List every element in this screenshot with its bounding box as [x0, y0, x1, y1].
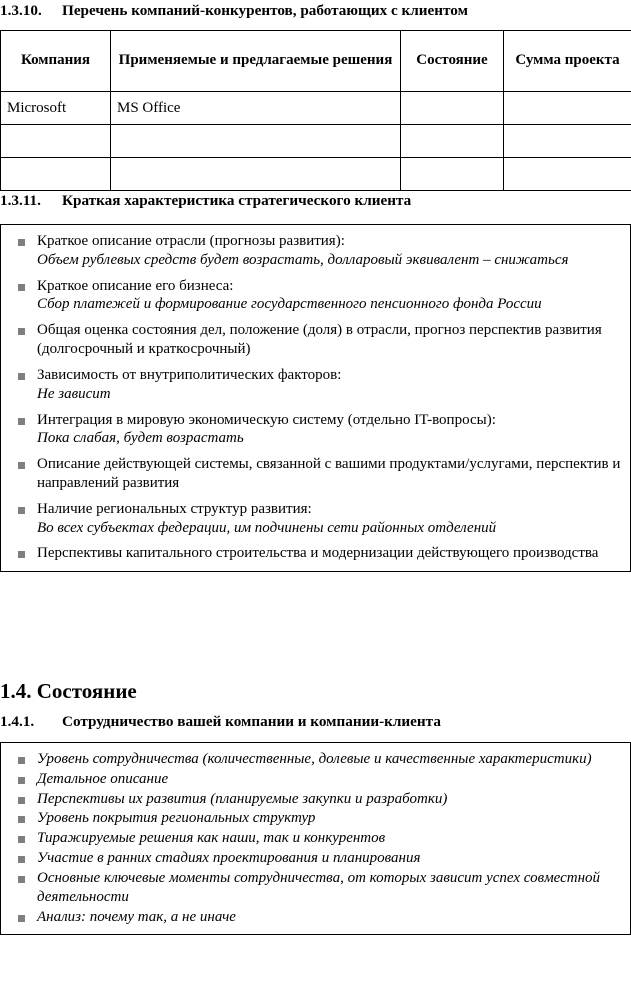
column-header-company: Компания	[1, 31, 111, 92]
list-item-label: Описание действующей системы, связанной с вашими продуктами/услугами, перспектив и направлений развития	[37, 456, 621, 491]
cell-amount[interactable]	[504, 92, 631, 125]
list-item-label: Краткое описание его бизнеса:	[37, 277, 234, 294]
table-header	[1, 31, 631, 92]
competitors-table	[0, 30, 631, 191]
column-header-solutions: Применяемые и предлагаемые решения	[111, 31, 401, 92]
section-heading-1-4: 1.4. Состояние	[0, 679, 137, 703]
cell-company[interactable]	[1, 125, 111, 158]
cooperation-box	[0, 742, 631, 935]
list-item	[9, 277, 622, 315]
list-item: Уровень покрытия региональных структур	[9, 809, 622, 828]
list-item: Анализ: почему так, а не иначе	[9, 908, 622, 927]
list-item	[9, 232, 622, 270]
cooperation-list	[9, 750, 622, 926]
list-item-label: Наличие региональных структур развития:	[37, 500, 312, 517]
section-number: 1.3.11.	[0, 192, 41, 209]
table-body	[1, 92, 631, 191]
cell-status[interactable]	[401, 125, 504, 158]
cell-company[interactable]	[1, 158, 111, 191]
section-heading-1-4-1	[0, 713, 441, 730]
list-item: Уровень сотрудничества (количественные, долевые и качественные характеристики)	[9, 750, 622, 769]
cell-solutions[interactable]	[111, 125, 401, 158]
table-row	[1, 158, 631, 191]
section-title: Краткая характеристика стратегического клиента	[62, 192, 412, 209]
list-item-label: Краткое описание отрасли (прогнозы развития):	[37, 233, 345, 249]
list-item-value: Во всех субъектах федерации, им подчинены сети районных отделений	[37, 519, 497, 536]
list-item: Перспективы их развития (планируемые закупки и разработки)	[9, 790, 622, 809]
client-profile-list	[9, 232, 622, 563]
column-header-status: Состояние	[401, 31, 504, 92]
list-item-value: Сбор платежей и формирование государственного пенсионного фонда России	[37, 296, 542, 313]
column-header-amount: Сумма проекта	[504, 31, 631, 92]
section-heading-1-3-11	[0, 192, 411, 209]
list-item-value: Пока слабая, будет возрастать	[37, 430, 244, 447]
section-title: Сотрудничество вашей компании и компании-клиента	[62, 713, 441, 730]
cell-status[interactable]	[401, 92, 504, 125]
list-item	[9, 411, 622, 449]
competitors-table-wrapper	[0, 30, 631, 191]
list-item: Участие в ранних стадиях проектирования и планирования	[9, 849, 622, 868]
list-item-label: Интеграция в мировую экономическую систему (отдельно IT-вопросы):	[37, 411, 496, 428]
table-header-row	[1, 31, 631, 92]
table-row	[1, 92, 631, 125]
cell-status[interactable]	[401, 158, 504, 191]
section-heading-1-3-10	[0, 2, 468, 19]
cell-solutions[interactable]: MS Office	[111, 92, 401, 125]
list-item	[9, 544, 622, 563]
list-item-label: Зависимость от внутриполитических факторов:	[37, 366, 342, 383]
section-number: 1.3.10.	[0, 2, 42, 19]
cell-amount[interactable]	[504, 158, 631, 191]
list-item: Детальное описание	[9, 770, 622, 789]
list-item-value: Не зависит	[37, 385, 111, 402]
list-item	[9, 500, 622, 538]
cell-company[interactable]: Microsoft	[1, 92, 111, 125]
list-item	[9, 321, 622, 359]
list-item	[9, 455, 622, 493]
list-item	[9, 366, 622, 404]
list-item-label: Общая оценка состояния дел, положение (доля) в отрасли, прогноз перспектив развития (долгосрочный и краткосрочный)	[37, 322, 602, 358]
section-title: Перечень компаний-конкурентов, работающих с клиентом	[62, 2, 468, 19]
client-profile-box	[0, 224, 631, 572]
section-number: 1.4.1.	[0, 713, 35, 730]
table-row	[1, 125, 631, 158]
list-item: Тиражируемые решения как наши, так и конкурентов	[9, 829, 622, 848]
cell-amount[interactable]	[504, 125, 631, 158]
cell-solutions[interactable]	[111, 158, 401, 191]
list-item-label: Перспективы капитального строительства и модернизации действующего производства	[37, 545, 599, 562]
list-item: Основные ключевые моменты сотрудничества, от которых зависит успех совместной деятельности	[9, 869, 622, 907]
list-item-value: Объем рублевых средств будет возрастать, долларовый эквивалент – снижаться	[37, 251, 569, 268]
